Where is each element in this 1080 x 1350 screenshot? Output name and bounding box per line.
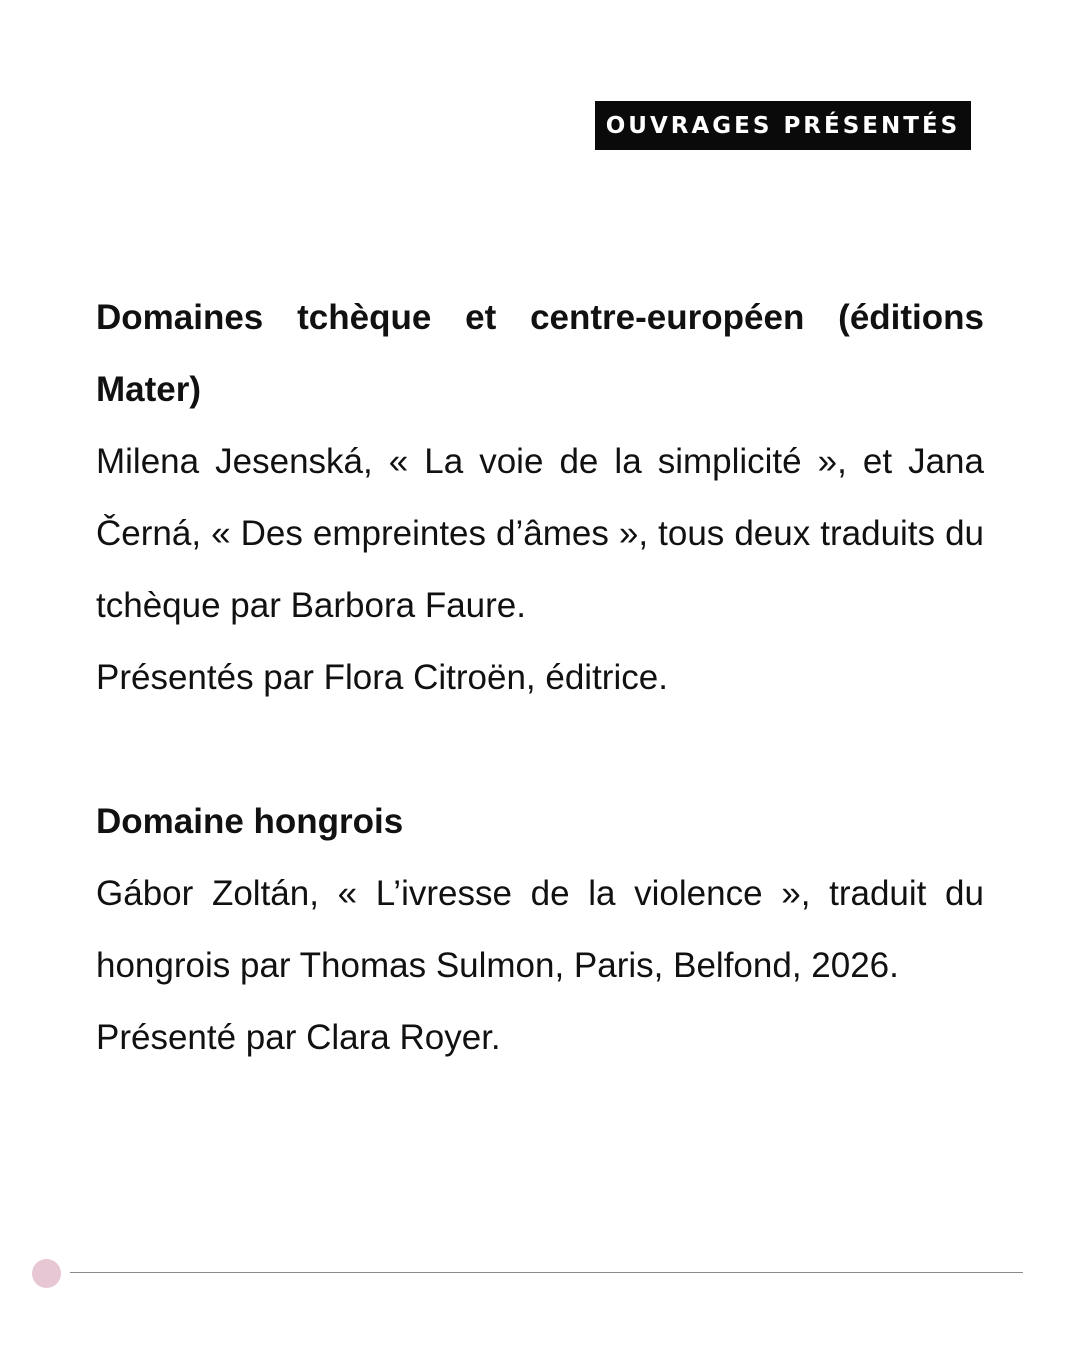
section-title: Domaine hongrois — [96, 802, 404, 841]
section-description: Milena Jesenská, « La voie de la simplicité », et Jana Černá, « Des empreintes d’âmes », tous deux traduits du tchèque par Barbora Faure. — [96, 442, 984, 625]
page-indicator-dot — [32, 1259, 61, 1288]
section-description: Gábor Zoltán, « L’ivresse de la violence », traduit du hongrois par Thomas Sulmon, Paris, Belfond, 2026. — [96, 874, 984, 985]
section-czech — [96, 282, 984, 714]
section-hungarian — [96, 786, 984, 1074]
footer-divider — [70, 1272, 1023, 1273]
section-presenter: Présenté par Clara Royer. — [96, 1018, 501, 1057]
section-badge — [595, 101, 971, 150]
section-presenter: Présentés par Flora Citroën, éditrice. — [96, 658, 668, 697]
badge-label: OUVRAGES PRÉSENTÉS — [605, 112, 961, 139]
works-list — [96, 282, 984, 1074]
section-title: Domaines tchèque et centre-européen (éditions Mater) — [96, 298, 984, 409]
